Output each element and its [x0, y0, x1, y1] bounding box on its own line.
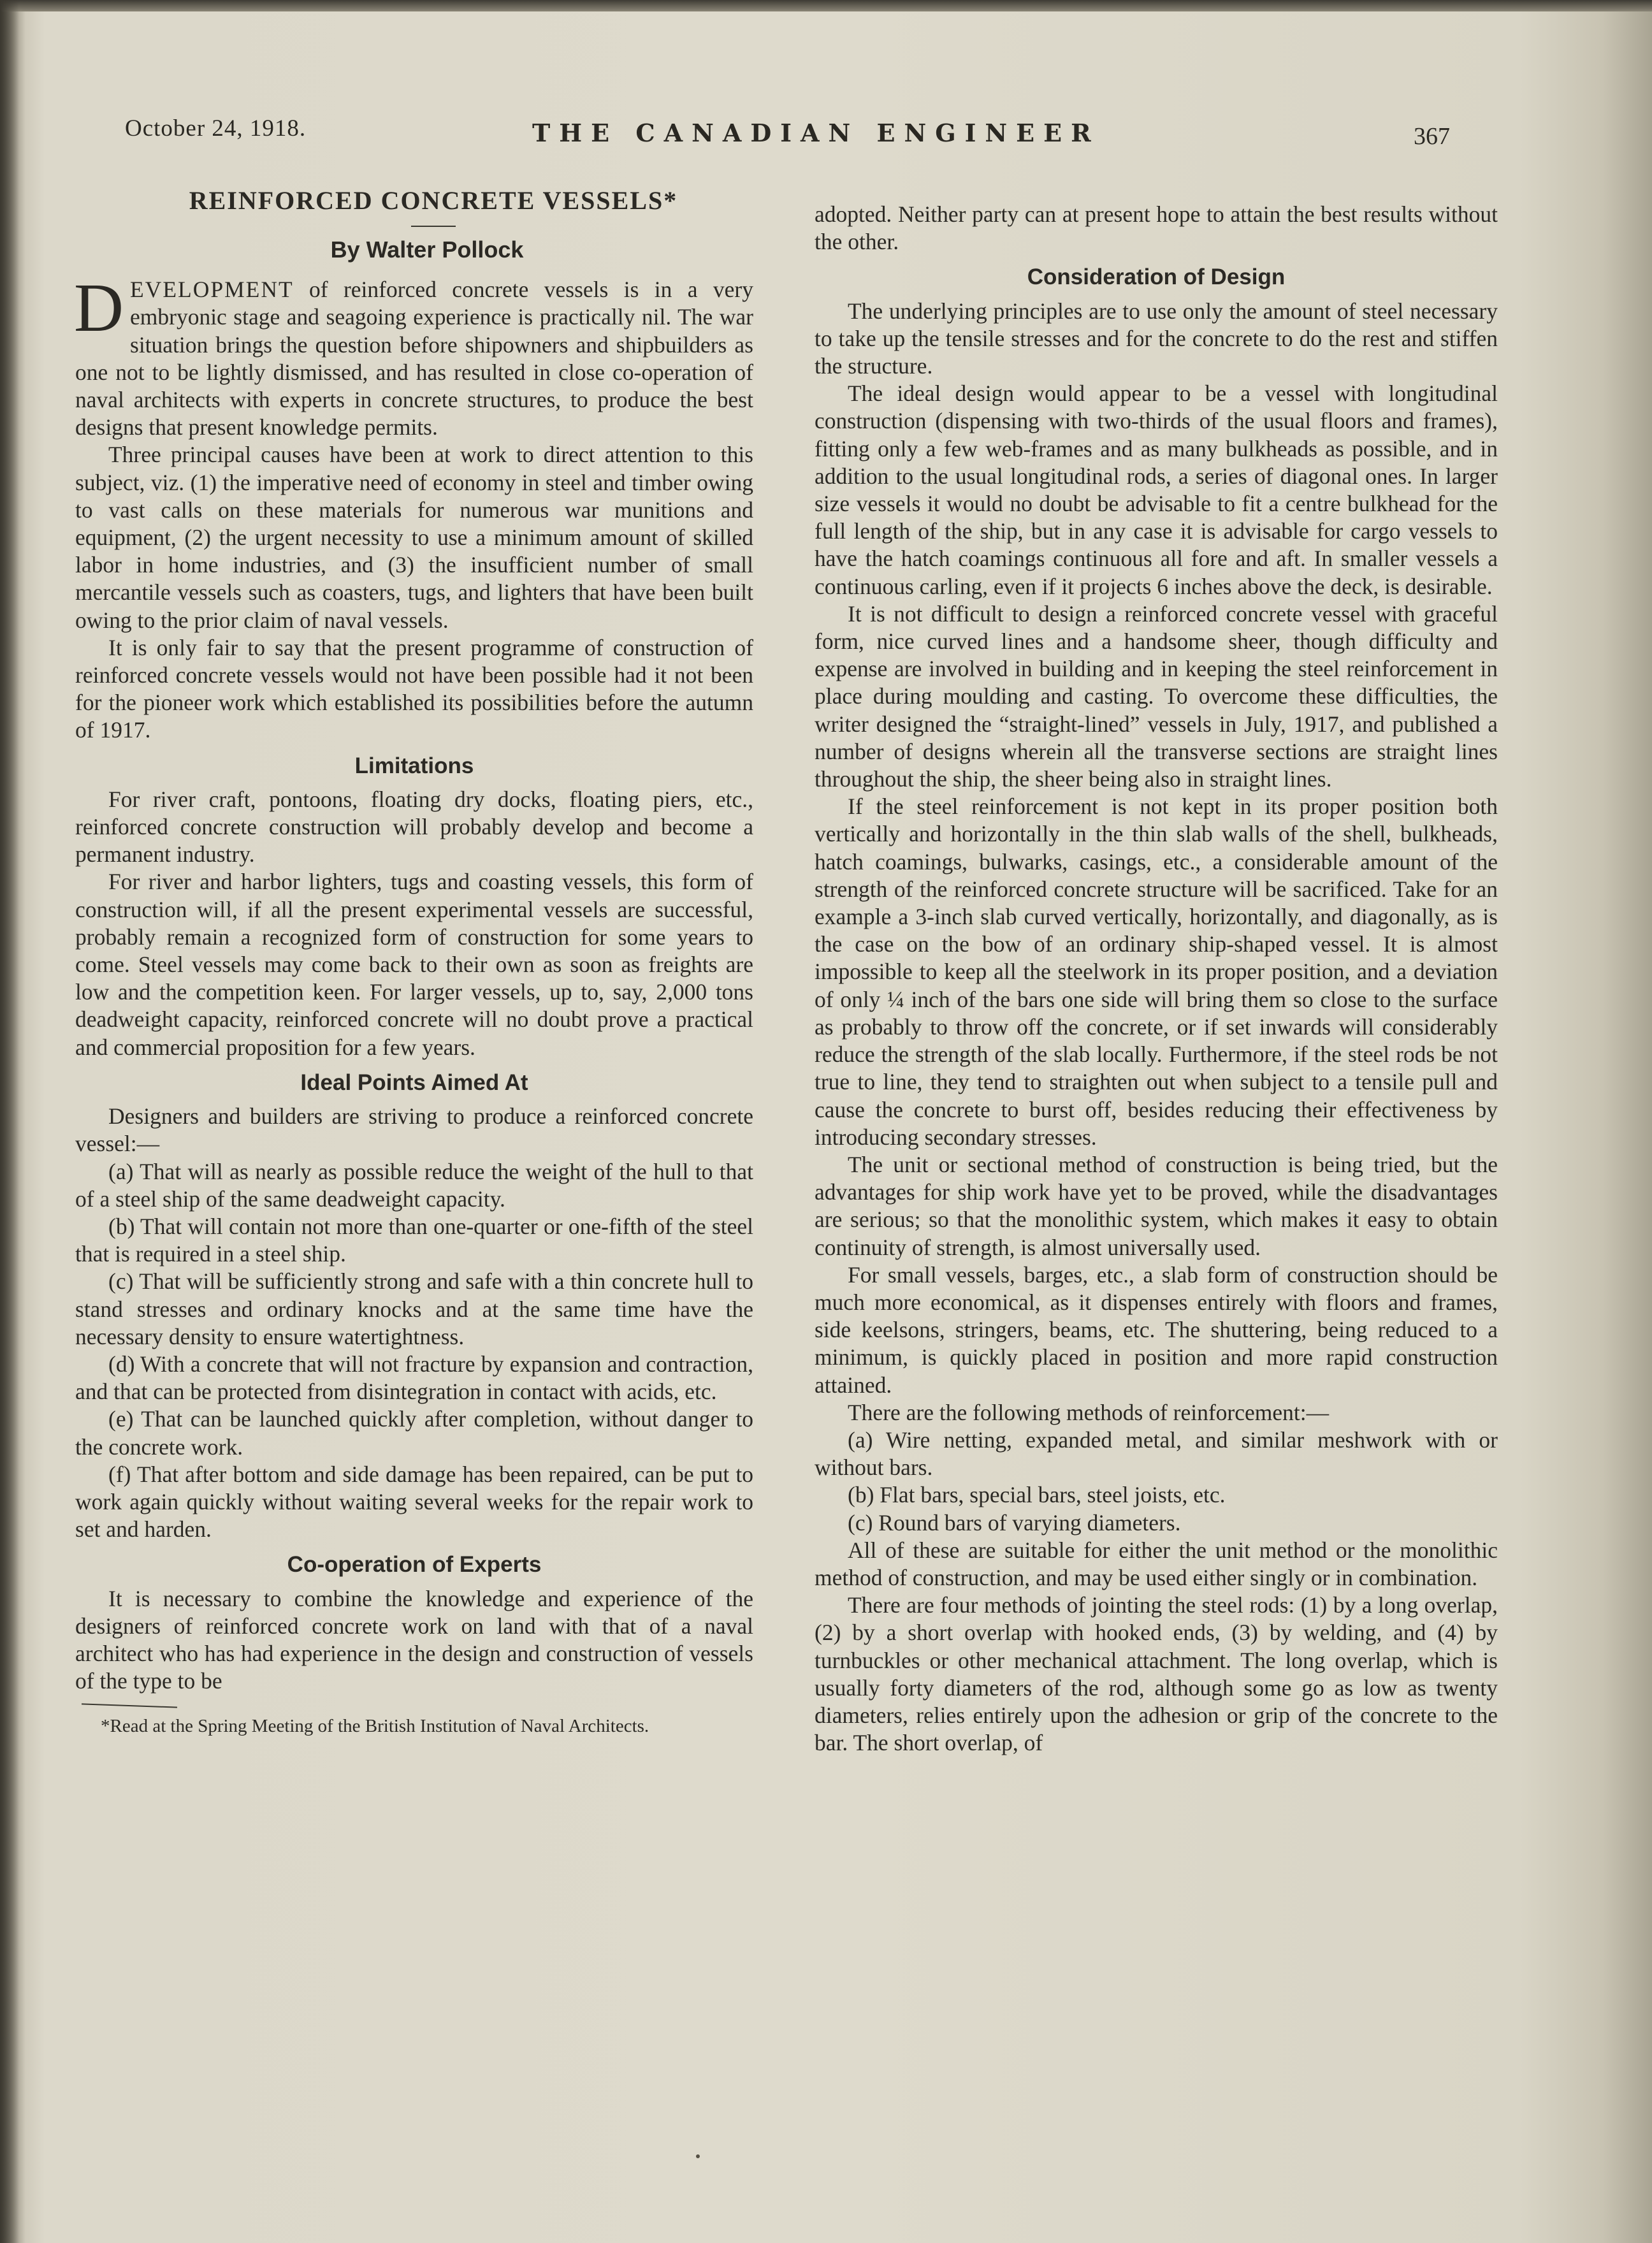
intro-block: [74, 270, 753, 441]
paragraph: It is only fair to say that the present programme of construction of reinforced concrete vessels would not have been possible had it not been for the pioneer work which established its possibilities before the autumn of 1917.: [75, 634, 753, 743]
intro-paragraph: [74, 270, 753, 441]
list-item: (c) Round bars of varying diameters.: [848, 1509, 1181, 1535]
list-item: (f) That after bottom and side damage has been repaired, can be put to work again quickly without waiting several weeks for the repair work to set and harden.: [75, 1461, 753, 1543]
list-item: (b) Flat bars, special bars, steel joists, etc.: [848, 1482, 1226, 1508]
paragraph: For river and harbor lighters, tugs and coasting vessels, this form of construction will, if all the present experimental vessels are successful, probably remain a recognized form of construction for some years to come. Steel vessels may come back to their own as soon as freights are low and the competition keen. For larger vessels, up to, say, 2,000 tons deadweight capacity, reinforced concrete will no doubt prove a practical and commercial proposition for a few years.: [75, 869, 753, 1060]
header-date: October 24, 1918.: [125, 115, 307, 142]
list-item: (b) That will contain not more than one-quarter or one-fifth of the steel that is required in a steel ship.: [75, 1213, 753, 1267]
paragraph: If the steel reinforcement is not kept in its proper position both vertically and horizontally in the thin slab walls of the shell, bulkheads, hatch coamings, bulwarks, casings, etc., a considerable amount of the strength of the reinforced concrete structure will be sacrificed. Take for an example a 3-inch slab curved vertically, horizontally, and diagonally, as is the case on the bow of an ordinary ship-shaped vessel. It is almost impossible to keep all the steelwork in its proper position, and a deviation of only ¼ inch of the bars one side will bring them so close to the surface as probably to throw off the concrete, or if set inwards will considerably reduce the strength of the slab locally. Furthermore, if the steel rods be not true to line, they tend to straighten out when subject to a tensile pull and cause the concrete to burst off, besides reducing their effectiveness by introducing secondary stresses.: [815, 794, 1498, 1150]
left-column: [75, 185, 753, 1737]
list-item: (d) With a concrete that will not fracture by expansion and contraction, and that can be protected from disintegration in contact with acids, etc.: [75, 1351, 753, 1405]
page-top-edge: [0, 0, 1652, 11]
paragraph: The underlying principles are to use only the amount of steel necessary to take up the tensile stresses and for the concrete to do the rest and stiffen the structure.: [815, 298, 1498, 379]
section-heading-design: Consideration of Design: [1027, 265, 1286, 290]
paragraph: Three principal causes have been at work to direct attention to this subject, viz. (1) the imperative need of economy in steel and timber owing to vast calls on these materials for numerous war munitions and equipment, (2) the urgent necessity to use a minimum amount of skilled labor in home industries, and (3) the insufficient number of small mercantile vessels such as coasters, tugs, and lighters that have been built owing to the prior claim of naval vessels.: [75, 442, 753, 633]
intro-text: of reinforced concrete vessels is in a very embryonic stage and seagoing experience is practically nil. The war situation brings the question before shipowners and shipbuilders as one not to be lightly dismissed, and has resulted in close co-operation of naval architects with experts in concrete structures, to produce the best designs that present knowledge permits.: [75, 277, 753, 440]
header-journal-title: THE CANADIAN ENGINEER: [532, 119, 1100, 147]
footnote-rule: [82, 1704, 177, 1708]
article-title: REINFORCED CONCRETE VESSELS*: [189, 186, 678, 215]
paragraph: There are the following methods of reinforcement:—: [848, 1399, 1330, 1425]
list-item: (a) Wire netting, expanded metal, and similar meshwork with or without bars.: [815, 1426, 1498, 1481]
list-item: (c) That will be sufficiently strong and safe with a thin concrete hull to stand stresses and ordinary knocks and at the same time have the necessary density to ensure watertightness.: [75, 1268, 753, 1349]
header-page-number: 367: [1414, 123, 1450, 150]
drop-cap: D: [74, 270, 124, 347]
paragraph: It is not difficult to design a reinforced concrete vessel with graceful form, nice curved lines and a handsome sheer, though difficulty and expense are involved in building and in keeping the steel reinforcement in place during moulding and casting. To overcome these difficulties, the writer designed the “straight-lined” vessels in July, 1917, and published a number of designs wherein all the transverse sections are straight lines throughout the ship, the sheer being also in straight lines.: [815, 600, 1498, 792]
paragraph: For river craft, pontoons, floating dry docks, floating piers, etc., reinforced concrete construction will probably develop and become a permanent industry.: [75, 786, 753, 867]
paragraph: adopted. Neither party can at present hope to attain the best results without the other.: [815, 201, 1498, 255]
right-column: [815, 201, 1498, 1757]
section-heading-cooperation: Co-operation of Experts: [287, 1552, 542, 1578]
paragraph: The ideal design would appear to be a vessel with longitudinal construction (dispensing with two-thirds of the usual floors and frames), fitting only a few web-frames and as many bulkheads as possible, and in addition to the usual longitudinal rods, a series of diagonal ones. In larger size vessels it would no doubt be advisable to fit a centre bulkhead for the full length of the ship, but in any case it is advisable for cargo vessels to have the hatch coamings continuous all fore and aft. In smaller vessels a continuous carling, even if it projects 6 inches above the deck, is desirable.: [815, 381, 1498, 599]
paragraph: The unit or sectional method of construction is being tried, but the advantages for ship work have yet to be proved, while the disadvantages are serious; so that the monolithic system, which makes it easy to obtain continuity of strength, is almost universally used.: [815, 1151, 1498, 1260]
print-speck: [696, 2154, 700, 2158]
running-header: [0, 108, 1652, 159]
paragraph: Designers and builders are striving to produce a reinforced concrete vessel:—: [75, 1103, 753, 1157]
list-item: (a) That will as nearly as possible reduce the weight of the hull to that of a steel ship of the same deadweight capacity.: [75, 1158, 753, 1212]
paragraph: It is necessary to combine the knowledge and experience of the designers of reinforced concrete work on land with that of a naval architect who has had experience in the design and construction of vessels of the type to be: [75, 1585, 753, 1694]
list-item: (e) That can be launched quickly after completion, without danger to the concrete work.: [75, 1406, 753, 1460]
binding-shadow: [0, 0, 19, 2243]
paragraph: All of these are suitable for either the unit method or the monolithic method of construction, and may be used either singly or in combination.: [815, 1537, 1498, 1590]
paragraph: There are four methods of jointing the steel rods: (1) by a long overlap, (2) by a short overlap with hooked ends, (3) by welding, and (4) by turnbuckles or other mechanical attachment. The long overlap, which is usually forty diameters of the rod, although some go as low as twenty diameters, relies entirely upon the adhesion or grip of the concrete to the bar. The short overlap, of: [815, 1592, 1498, 1756]
section-heading-limitations: Limitations: [354, 753, 474, 778]
intro-first-word: EVELOPMENT: [130, 277, 294, 303]
footnote: *Read at the Spring Meeting of the British Institution of Naval Architects.: [101, 1716, 649, 1737]
title-rule: [411, 226, 456, 227]
section-heading-ideal-points: Ideal Points Aimed At: [300, 1070, 528, 1095]
byline: By Walter Pollock: [330, 236, 524, 263]
paragraph: For small vessels, barges, etc., a slab form of construction should be much more economical, as it dispenses entirely with floors and frames, side keelsons, stringers, beams, etc. The shuttering, being reduced to a minimum, is quickly placed in position and more rapid construction attained.: [815, 1261, 1498, 1398]
